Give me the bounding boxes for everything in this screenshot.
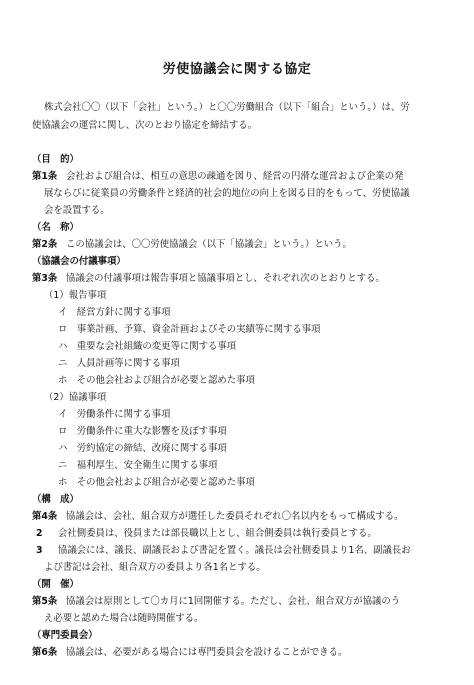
article-4-line-1: 協議会は、会社、組合双方が選任した委員それぞれ〇名以内をもって構成する。 [66, 511, 404, 522]
report-item: ニ 人員計画等に関する事項 [58, 358, 180, 369]
article-4-paragraph-3-number: 3 [36, 545, 43, 556]
article-2-line-1: この協議会は、〇〇労使協議会（以下「協議会」という。）という。 [66, 239, 352, 250]
consultation-item: ホ その他会社および組合が必要と認めた事項 [58, 477, 255, 488]
article-5-line-1: 協議会は原則として〇カ月に1回開催する。ただし、会社、組合双方が協議のう [66, 596, 401, 607]
article-1-number: 第1条 [32, 171, 58, 182]
article-3-number: 第3条 [32, 273, 58, 284]
article-6-line-1: 協議会は、必要がある場合には専門委員会を設けることができる。 [66, 647, 348, 658]
article-5-line-2: え必要と認めた場合は随時開催する。 [44, 613, 204, 624]
article-3-line-1: 協議会の付議事項は報告事項と協議事項とし、それぞれ次のとおりとする。 [66, 273, 385, 284]
preamble-line-2: 使協議会の運営に関し、次のとおり協定を締結する。 [32, 120, 258, 131]
article-5-number: 第5条 [32, 596, 58, 607]
article-4-number: 第4条 [32, 511, 58, 522]
report-item: ロ 事業計画、予算、資金計画およびその実績等に関する事項 [58, 324, 321, 335]
article-4-paragraph-2-number: 2 [36, 528, 43, 539]
article-1-line-3: 会を設置する。 [44, 205, 110, 216]
consultation-item: ロ 労働条件に重大な影響を及ぼす事項 [58, 426, 227, 437]
article-6-number: 第6条 [32, 647, 58, 658]
report-item: ホ その他会社および組合が必要と認めた事項 [58, 375, 255, 386]
report-item: ハ 重要な会社組織の変更等に関する事項 [58, 341, 237, 352]
consultation-item: ニ 福利厚生、安全衛生に関する事項 [58, 460, 218, 471]
heading-committee: （専門委員会） [32, 630, 98, 641]
article-4-paragraph-3-line-1: 協議会には、議長、副議長および書記を置く。議長は会社側委員より1名、副議長お [58, 545, 411, 556]
preamble-line-1: 株式会社〇〇（以下「会社」という。）と〇〇労働組合（以下「組合」という。）は、労 [44, 102, 410, 113]
article-1-line-1: 会社および組合は、相互の意思の疎通を図り、経営の円滑な運営および企業の発 [66, 171, 404, 182]
article-2-number: 第2条 [32, 239, 58, 250]
heading-name: （名 称） [32, 222, 79, 233]
consultation-items-heading: （2）協議事項 [44, 392, 107, 403]
heading-agenda: （協議会の付議事項） [32, 256, 126, 267]
document-title: 労使協議会に関する協定 [162, 62, 312, 77]
heading-purpose: （目 的） [32, 154, 79, 165]
heading-meeting: （開 催） [32, 579, 79, 590]
heading-composition: （構 成） [32, 494, 79, 505]
report-item: イ 経営方針に関する事項 [58, 307, 171, 318]
article-4-paragraph-3-line-2: よび書記は会社、組合双方の委員より各1名とする。 [44, 562, 266, 573]
article-4-paragraph-2: 会社側委員は、役員または部長職以上とし、組合側委員は執行委員とする。 [58, 528, 377, 539]
article-1-line-2: 展ならびに従業員の労働条件と経済的社会的地位の向上を図る目的をもって、労使協議 [44, 188, 410, 199]
consultation-item: イ 労働条件に関する事項 [58, 409, 171, 420]
consultation-item: ハ 労約協定の締結、改廃に関する事項 [58, 443, 227, 454]
report-items-heading: （1）報告事項 [44, 290, 107, 301]
